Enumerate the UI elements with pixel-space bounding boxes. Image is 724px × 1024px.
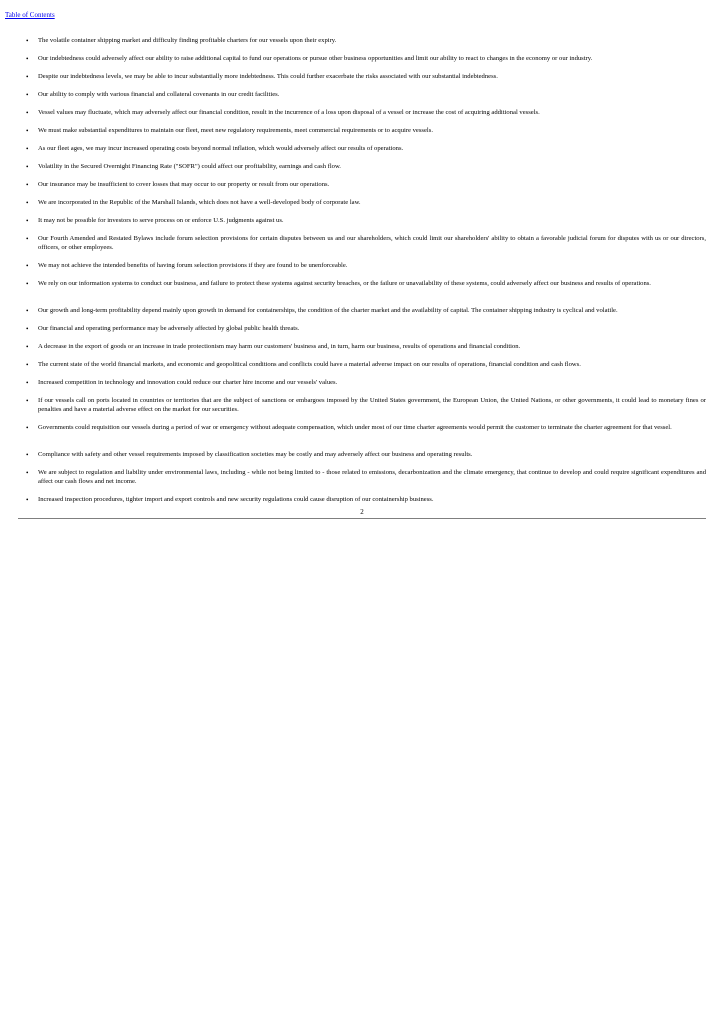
risk-factor-text: As our fleet ages, we may incur increased operating costs beyond normal inflation, which would adversely affect our results of operations. bbox=[38, 145, 404, 152]
risk-factor-text: We must make substantial expenditures to maintain our fleet, meet new regulatory requirements, meet commercial requirements or to acquire vessels. bbox=[38, 127, 433, 134]
risk-factor-text: Our financial and operating performance may be adversely affected by global public health threats. bbox=[38, 325, 300, 332]
risk-factor-text: Our indebtedness could adversely affect our ability to raise additional capital to fund our operations or pursue other business opportunities and limit our ability to react to changes in the economy or our industry. bbox=[38, 55, 593, 62]
bullet-icon: • bbox=[26, 343, 29, 351]
risk-factor-text: Our ability to comply with various financial and collateral covenants in our credit facilities. bbox=[38, 91, 280, 98]
bullet-icon: • bbox=[26, 379, 29, 387]
bullet-icon: • bbox=[26, 451, 29, 459]
risk-factor-text: We rely on our information systems to conduct our business, and failure to protect these systems against security breaches, or the failure or unavailability of these systems, could adversely affect our business and results of operations. bbox=[38, 280, 651, 287]
risk-factor-text: Our insurance may be insufficient to cover losses that may occur to our property or result from our operations. bbox=[38, 181, 330, 188]
bullet-icon: • bbox=[26, 127, 29, 135]
bullet-icon: • bbox=[26, 397, 29, 405]
risk-factor-text: Governments could requisition our vessels during a period of war or emergency without adequate compensation, which under most of our time charter agreements would permit the customer to terminate the charter agreement for that vessel. bbox=[38, 424, 672, 431]
bullet-icon: • bbox=[26, 163, 29, 171]
bullet-icon: • bbox=[26, 361, 29, 369]
bullet-icon: • bbox=[26, 91, 29, 99]
bullet-icon: • bbox=[26, 424, 29, 432]
risk-factor-text: The volatile container shipping market and difficulty finding profitable charters for our vessels upon their expiry. bbox=[38, 37, 337, 44]
bullet-icon: • bbox=[26, 217, 29, 225]
risk-factor-text: Despite our indebtedness levels, we may be able to incur substantially more indebtedness. This could further exacerbate the risks associated with our substantial indebtedness. bbox=[38, 73, 498, 80]
bullet-icon: • bbox=[26, 469, 29, 477]
risk-factor-text: A decrease in the export of goods or an increase in trade protectionism may harm our customers' business and, in turn, harm our business, results of operations and financial condition. bbox=[38, 343, 521, 350]
risk-factor-text: We are subject to regulation and liability under environmental laws, including - while not being limited to - those related to emissions, decarbonization and the climate emergency, that continue to develop and could require significant expenditures and affect our cash flows and net income. bbox=[38, 469, 706, 485]
risk-factor-text: Vessel values may fluctuate, which may adversely affect our financial condition, result in the incurrence of a loss upon disposal of a vessel or increase the cost of acquiring additional vessels. bbox=[38, 109, 540, 116]
risk-factor-text: We are incorporated in the Republic of the Marshall Islands, which does not have a well-developed body of corporate law. bbox=[38, 199, 361, 206]
risk-factor-text: Our Fourth Amended and Restated Bylaws include forum selection provisions for certain disputes between us and our shareholders, which could limit our shareholders' ability to obtain a favorable judicial forum for disputes with us or our directors, officers, or other employees. bbox=[38, 235, 706, 251]
bullet-icon: • bbox=[26, 37, 29, 45]
table-of-contents-link[interactable]: Table of Contents bbox=[5, 11, 55, 19]
risk-factor-text: Volatility in the Secured Overnight Financing Rate ("SOFR") could affect our profitability, earnings and cash flow. bbox=[38, 163, 341, 170]
risk-factor-text: If our vessels call on ports located in countries or territories that are the subject of sanctions or embargoes imposed by the United States government, the European Union, the United Nations, or other governments, it could lead to monetary fines or penalties and have a material adverse effect on the market for our securities. bbox=[38, 397, 706, 413]
bullet-icon: • bbox=[26, 307, 29, 315]
risk-factor-text: Compliance with safety and other vessel requirements imposed by classification societies may be costly and may adversely affect our business and operating results. bbox=[38, 451, 473, 458]
risk-factor-text: Increased inspection procedures, tighter import and export controls and new security regulations could cause disruption of our containership business. bbox=[38, 496, 434, 503]
bullet-icon: • bbox=[26, 145, 29, 153]
bullet-icon: • bbox=[26, 181, 29, 189]
bullet-icon: • bbox=[26, 109, 29, 117]
bullet-icon: • bbox=[26, 496, 29, 504]
bullet-icon: • bbox=[26, 235, 29, 243]
page-number: 2 bbox=[360, 508, 364, 516]
bullet-icon: • bbox=[26, 199, 29, 207]
bullet-icon: • bbox=[26, 325, 29, 333]
bullet-icon: • bbox=[26, 280, 29, 288]
risk-factor-text: Our growth and long-term profitability depend mainly upon growth in demand for containerships, the condition of the charter market and the availability of capital. The container shipping industry is cyclical and volatile. bbox=[38, 307, 618, 314]
risk-factor-text: Increased competition in technology and innovation could reduce our charter hire income and our vessels' values. bbox=[38, 379, 338, 386]
risk-factor-text: We may not achieve the intended benefits of having forum selection provisions if they are found to be unenforceable. bbox=[38, 262, 348, 269]
risk-factor-text: It may not be possible for investors to serve process on or enforce U.S. judgments against us. bbox=[38, 217, 284, 224]
bullet-icon: • bbox=[26, 262, 29, 270]
bullet-icon: • bbox=[26, 55, 29, 63]
bullet-icon: • bbox=[26, 73, 29, 81]
risk-factor-text: The current state of the world financial markets, and economic and geopolitical conditions and conflicts could have a material adverse impact on our results of operations, financial condition and cash flows. bbox=[38, 361, 581, 368]
footer-divider bbox=[18, 518, 706, 519]
